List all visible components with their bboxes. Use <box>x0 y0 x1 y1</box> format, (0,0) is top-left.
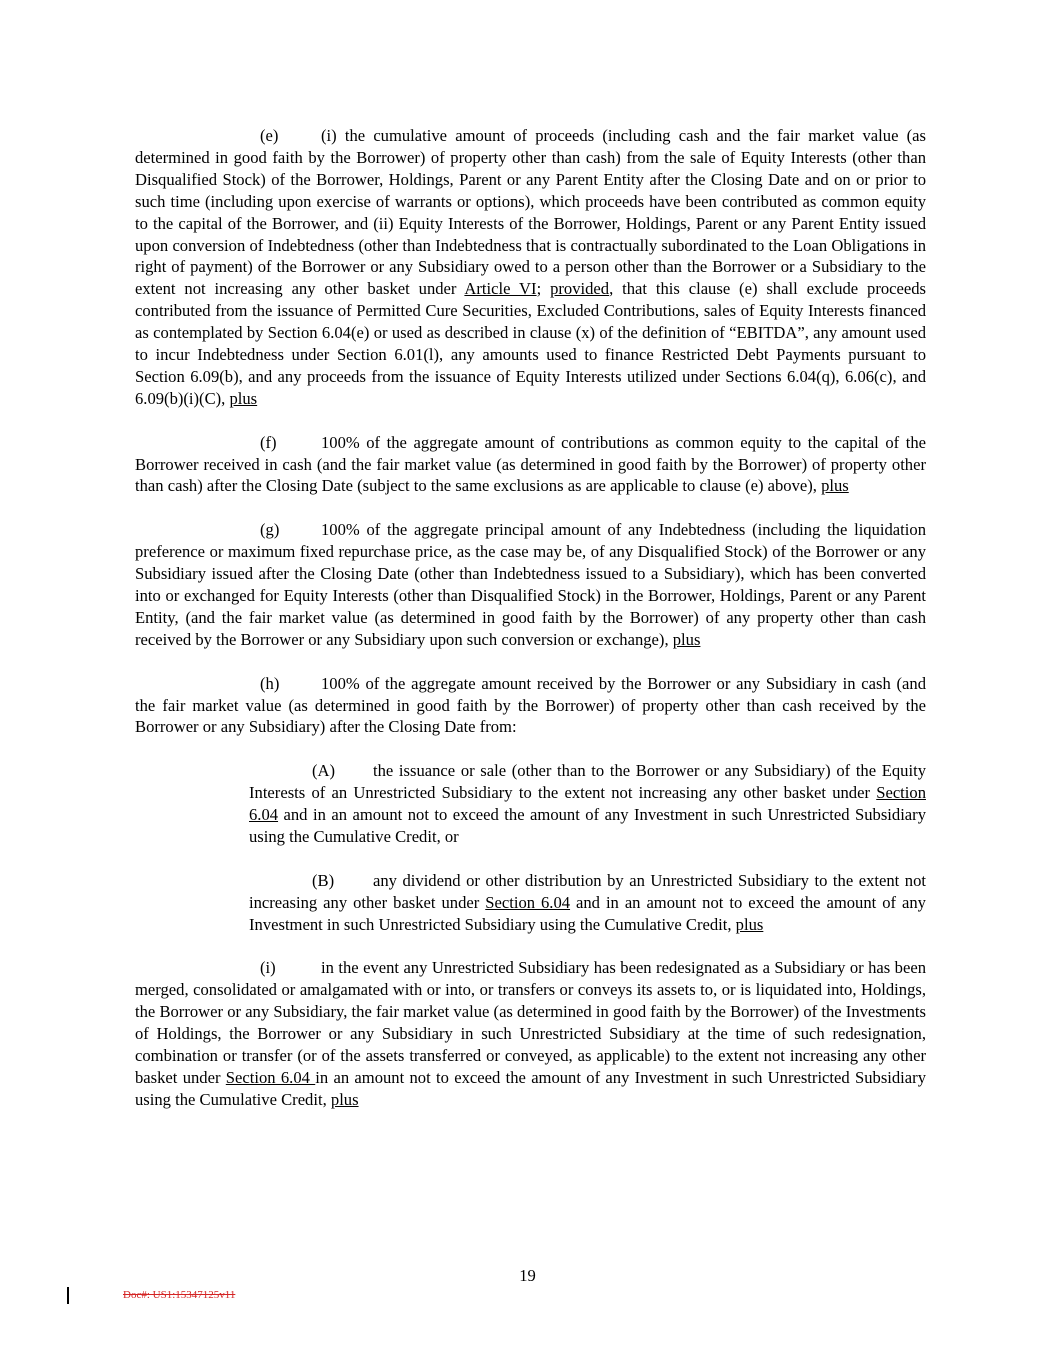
clause-label: (B) <box>312 870 335 890</box>
clause-text: the issuance or sale (other than to the Borrower or any Subsidiary) of the Equity Interests of an Unrestricted Subsidiary to the extent not increasing any other basket under <box>249 761 926 803</box>
proviso-term: provided <box>550 279 610 299</box>
plus-connector: plus <box>330 1089 359 1109</box>
clause-text: (i) the cumulative amount of proceeds (including cash and the fair market value (as determined in good faith by the Borrower) of property other than cash) from the sale of Equity Interests (other than Disqualified Stock) of the Borrower, Holdings, Parent or any Parent Entity after the Closing Date and on or prior to such time (including upon exercise of warrants or options), which proceeds have been contributed as common equity to the capital of the Borrower, and (ii) Equity Interests of the Borrower, Holdings, Parent or any Parent Entity issued upon conversion of Indebtedness (other than Indebtedness that is contractually subordinated to the Loan Obligations in right of payment) of the Borrower or any Subsidiary owed to a person other than the Borrower or a Subsidiary to the extent not increasing any other basket under <box>135 126 926 299</box>
plus-connector: plus <box>735 914 764 934</box>
clause-text: in the event any Unrestricted Subsidiary has been redesignated as a Subsidiary or has been merged, consolidated or amalgamated with or into, or transfers or conveys its assets to, or is liquidated into, Holdings, the Borrower or any Subsidiary, the fair market value (as determined in good faith by the Borrower) of the Investments of Holdings, the Borrower or any Subsidiary in such Unrestricted Subsidiary at the time of such redesignation, combination or transfer (or of the assets transferred or conveyed, as applicable) to the extent not increasing any other basket under <box>135 958 926 1087</box>
clause-text: 100% of the aggregate amount of contributions as common equity to the capital of the Borrower received in cash (and the fair market value (as determined in good faith by the Borrower) of property other than cash) after the Closing Date (subject to the same exclusions as are applicable to clause (e) above), <box>135 432 926 496</box>
document-id: Doc#: US1:15347125v11 <box>123 1289 236 1301</box>
plus-connector: plus <box>821 476 849 496</box>
clause-text: in an amount not to exceed the amount of any Investment in such Unrestricted Subsidiary using the Cumulative Credit, <box>135 1067 926 1109</box>
clause-text: 100% of the aggregate amount received by the Borrower or any Subsidiary in cash (and the fair market value (as determined in good faith by the Borrower) of property other than cash received by the Borrower or any Subsidiary) after the Closing Date from: <box>135 673 926 737</box>
clause-label: (e) <box>260 126 279 145</box>
clause-text: 100% of the aggregate principal amount of any Indebtedness (including the liquidation preference or maximum fixed repurchase price, as the case may be, of any Disqualified Stock) of the Borrower or any Subsidiary issued after the Closing Date (other than Indebtedness issued to a Subsidiary), which has been converted into or exchanged for Equity Interests (other than Disqualified Stock) in the Borrower, Holdings, Parent or any Parent Entity, (and the fair market value (as determined in good faith by the Borrower) of any property other than cash received by the Borrower or any Subsidiary upon such conversion or exchange), <box>135 520 926 649</box>
document-body <box>135 125 926 1111</box>
clause-label: (h) <box>260 673 280 693</box>
clause-g <box>135 519 926 650</box>
clause-text: , that this clause (e) shall exclude proceeds contributed from the issuance of Permitted Cure Securities, Excluded Contributions, sales of Equity Interests financed as contemplated by Section 6.04(e) or used as described in clause (x) of the definition of “EBITDA”, any amount used to incur Indebtedness under Section 6.01(l), any amounts used to finance Restricted Debt Payments pursuant to Section 6.09(b), and any proceeds from the issuance of Equity Interests utilized under Sections 6.04(q), 6.06(c), and 6.09(b)(i)(C), <box>135 279 927 408</box>
plus-connector: plus <box>229 388 258 408</box>
clause-text: any dividend or other distribution by an Unrestricted Subsidiary to the extent not increasing any other basket under <box>249 870 926 912</box>
clause-i <box>135 957 926 1110</box>
clause-text: ; <box>536 279 551 299</box>
section-reference: Section 6.04 <box>485 892 571 912</box>
section-reference: Section 6.04 <box>249 783 926 825</box>
clause-text: and in an amount not to exceed the amount of any Investment in such Unrestricted Subsidiary using the Cumulative Credit, or <box>249 805 926 846</box>
section-reference: Section 6.04 <box>225 1067 316 1087</box>
plus-connector: plus <box>672 629 701 649</box>
article-reference: Article VI <box>464 279 537 299</box>
clause-text: and in an amount not to exceed the amount of any Investment in such Unrestricted Subsidiary using the Cumulative Credit, <box>249 892 926 934</box>
clause-label: (i) <box>260 958 276 978</box>
clause-f <box>135 432 926 498</box>
page-number: 19 <box>519 1266 536 1285</box>
clause-h <box>135 673 926 739</box>
clause-e <box>135 125 926 410</box>
subclause-A <box>249 760 926 848</box>
clause-label: (g) <box>260 520 280 540</box>
subclause-B <box>249 870 926 936</box>
revision-change-bar <box>67 1287 69 1304</box>
clause-label: (A) <box>312 761 336 781</box>
clause-label: (f) <box>260 432 277 452</box>
